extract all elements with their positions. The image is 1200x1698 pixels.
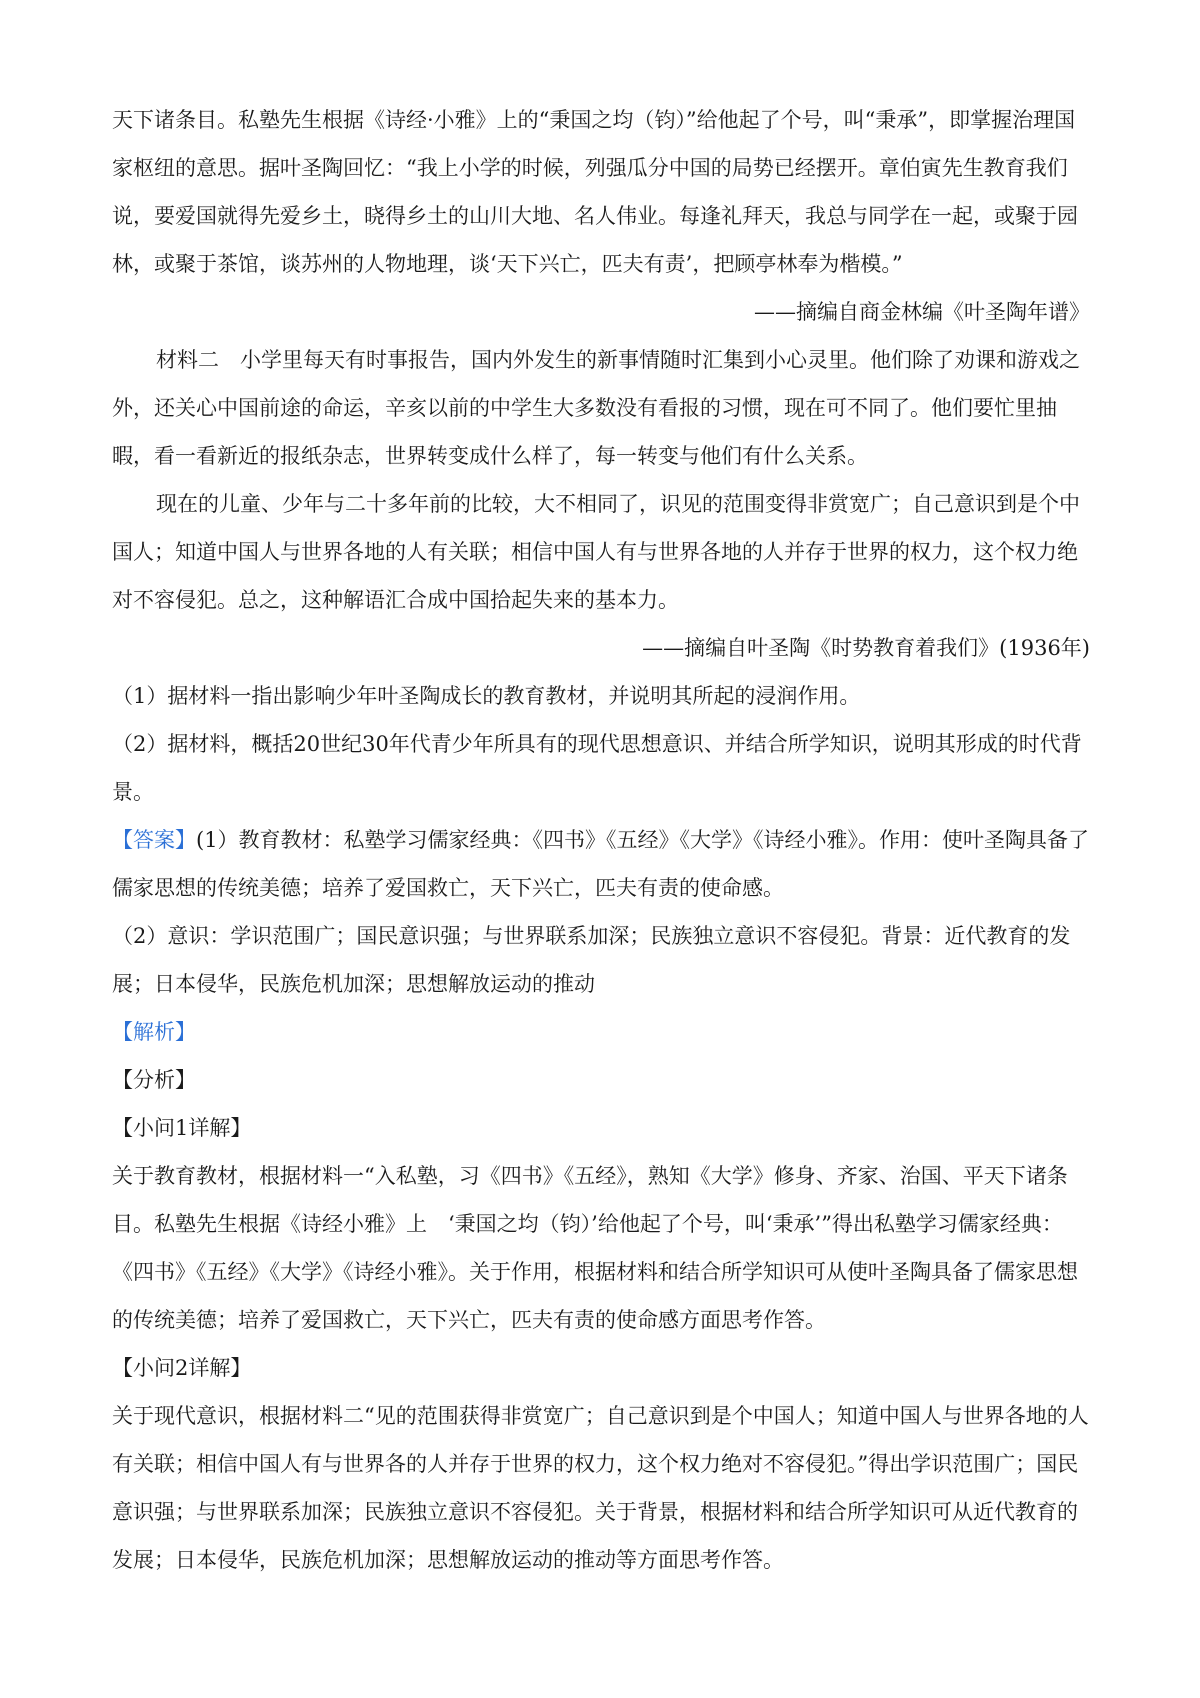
sub-question-2-title: 【小问2详解】	[112, 1356, 252, 1380]
question-1: （1）据材料一指出影响少年叶圣陶成长的教育教材，并说明其所起的浸润作用。	[112, 684, 861, 708]
sub-question-1-text: 关于教育教材，根据材料一“入私塾，习《四书》《五经》，熟知《大学》修身、齐家、治国、平天下诸条目。私塾先生根据《诗经小雅》上 ‘秉国之均（钧）’给他起了个号，叫‘秉承’”得出私塾学习儒家经典：《四书》《五经》《大学》《诗经小雅》。关于作用，根据材料和结合所学知识可从使叶圣陶具备了儒家思想的传统美德；培养了爱国救亡，天下兴亡，匹夫有责的使命感方面思考作答。	[112, 1164, 1078, 1332]
material1-text: 天下诸条目。私塾先生根据《诗经·小雅》上的“秉国之均（钧）”给他起了个号，叫“秉承”，即掌握治理国家枢纽的意思。据叶圣陶回忆：“我上小学的时候，列强瓜分中国的局势已经摆开。章伯寅先生教育我们说，要爱国就得先爱乡土，晓得乡土的山川大地、名人伟业。每逢礼拜天，我总与同学在一起，或聚于园林，或聚于茶馆，谈苏州的人物地理，谈‘天下兴亡，匹夫有责’，把顾亭林奉为楷模。”	[112, 108, 1078, 276]
sub-question-2-text: 关于现代意识，根据材料二“见的范围获得非赏宽广；自己意识到是个中国人；知道中国人与世界各地的人有关联；相信中国人有与世界各的人并存于世界的权力，这个权力绝对不容侵犯。”得出学识范围广；国民意识强；与世界联系加深；民族独立意识不容侵犯。关于背景，根据材料和结合所学知识可从近代教育的发展；日本侵华，民族危机加深；思想解放运动的推动等方面思考作答。	[112, 1404, 1089, 1572]
material2-para1: 材料二 小学里每天有时事报告，国内外发生的新事情随时汇集到小心灵里。他们除了劝课和游戏之外，还关心中国前途的命运，辛亥以前的中学生大多数没有看报的习惯，现在可不同了。他们要忙里抽暇，看一看新近的报纸杂志，世界转变成什么样了，每一转变与他们有什么关系。	[112, 348, 1080, 468]
answer-section	[112, 816, 1090, 1008]
material2-para2: 现在的儿童、少年与二十多年前的比较，大不相同了，识见的范围变得非赏宽广；自己意识到是个中国人；知道中国人与世界各地的人有关联；相信中国人有与世界各地的人并存于世界的权力，这个权力绝对不容侵犯。总之，这种解语汇合成中国拾起失来的基本力。	[112, 492, 1080, 612]
sub-question-1-title: 【小问1详解】	[112, 1116, 252, 1140]
analysis-label: 【解析】	[112, 1020, 196, 1044]
answer-label: 【答案】	[112, 828, 196, 852]
analysis-fenxi: 【分析】	[112, 1068, 196, 1092]
material1-source: ——摘编自商金林编《叶圣陶年谱》	[754, 300, 1090, 324]
material2-source: ——摘编自叶圣陶《时势教育着我们》(1936年)	[642, 636, 1090, 660]
question-2: （2）据材料，概括20世纪30年代青少年所具有的现代思想意识、并结合所学知识，说明其形成的时代背景。	[112, 732, 1082, 804]
answer-2: （2）意识：学识范围广；国民意识强；与世界联系加深；民族独立意识不容侵犯。背景：近代教育的发展；日本侵华，民族危机加深；思想解放运动的推动	[112, 924, 1071, 996]
answer-1: (1）教育教材：私塾学习儒家经典：《四书》《五经》《大学》《诗经小雅》。作用：使叶圣陶具备了儒家思想的传统美德；培养了爱国救亡，天下兴亡，匹夫有责的使命感。	[112, 828, 1090, 900]
